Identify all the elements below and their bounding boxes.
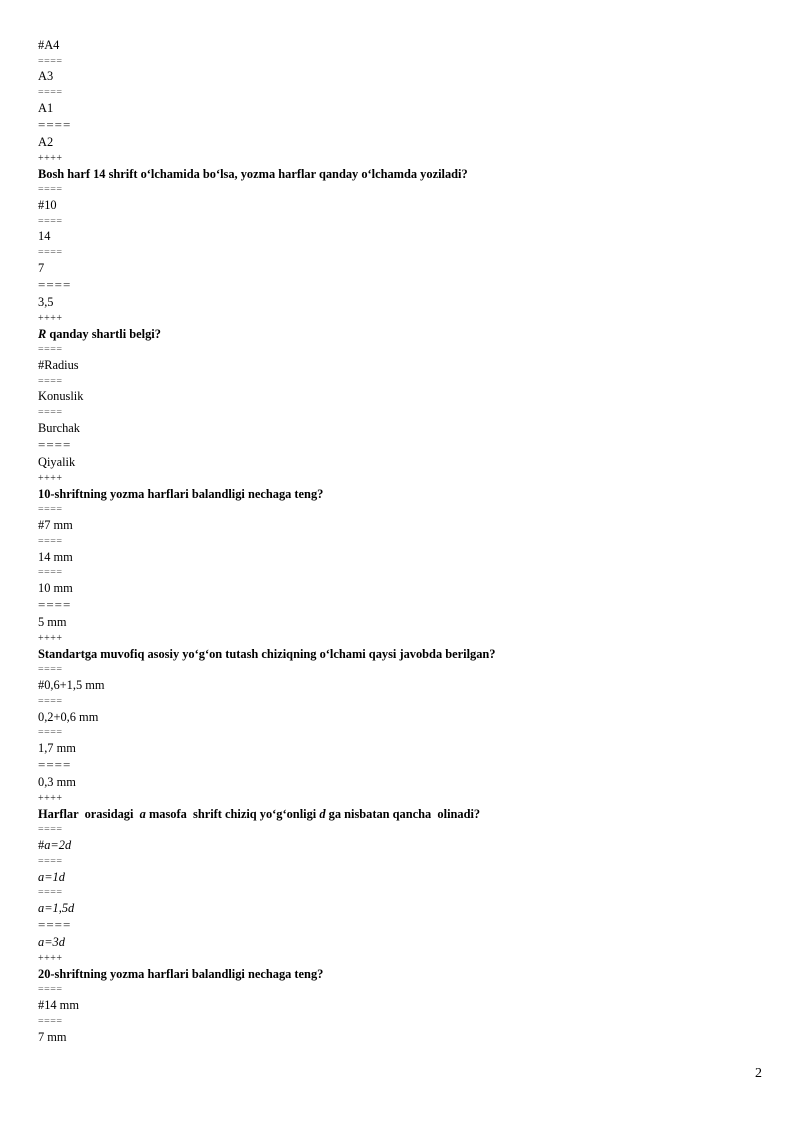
document-page (38, 38, 768, 1045)
question-6: 20-shriftning yozma harflari balandligi nechaga teng? (38, 966, 324, 981)
answer-5-0 (38, 838, 768, 854)
separator: ==== (38, 375, 63, 387)
question-4: Standartga muvofiq asosiy yo‘g‘on tutash chiziqning o‘lchami qaysi javobda berilgan? (38, 646, 496, 661)
question-1: Bosh harf 14 shrift o‘lchamida bo‘lsa, yozma harflar qanday o‘lchamda yoziladi? (38, 166, 468, 181)
separator: ==== (38, 436, 72, 452)
separator: ==== (38, 116, 72, 132)
answer-2-2: Burchak (38, 420, 80, 435)
question-3: 10-shriftning yozma harflari balandligi nechaga teng? (38, 486, 324, 501)
answer-1-3: 3,5 (38, 295, 54, 310)
separator: ==== (38, 596, 72, 612)
question-2-symbol: R (38, 326, 47, 341)
separator: ==== (38, 824, 63, 836)
answer-3-3: 5 mm (38, 615, 67, 630)
page-number: 2 (755, 1066, 762, 1081)
separator: ==== (38, 695, 63, 707)
plus-separator: ++++ (38, 953, 63, 965)
answer-3-0: #7 mm (38, 518, 73, 533)
separator: ==== (38, 276, 72, 292)
separator: ==== (38, 887, 63, 899)
answer-6-0: #14 mm (38, 998, 79, 1013)
answer-3-1: 14 mm (38, 549, 73, 564)
separator: ==== (38, 247, 63, 259)
plus-separator: ++++ (38, 312, 63, 324)
separator: ==== (38, 916, 72, 932)
separator: ==== (38, 984, 63, 996)
separator: ==== (38, 535, 63, 547)
question-5 (38, 807, 768, 823)
answer-5-2: a=1,5d (38, 900, 75, 915)
plus-separator: ++++ (38, 472, 63, 484)
answer-6-1: 7 mm (38, 1029, 67, 1044)
plus-separator: ++++ (38, 633, 63, 645)
separator: ==== (38, 215, 63, 227)
answer-2-0: #Radius (38, 358, 79, 373)
separator: ==== (38, 567, 63, 579)
separator: ==== (38, 407, 63, 419)
answer-1-2: 7 (38, 260, 45, 275)
plus-separator: ++++ (38, 793, 63, 805)
answer-2-1: Konuslik (38, 389, 84, 404)
separator: ==== (38, 855, 63, 867)
answer-3-2: 10 mm (38, 580, 73, 595)
separator: ==== (38, 1015, 63, 1027)
question-5-text-c: ga nisbatan qancha olinadi? (325, 806, 481, 821)
answer-0-3: A2 (38, 135, 54, 150)
answer-5-0-prefix: # (38, 838, 45, 853)
separator: ==== (38, 504, 63, 516)
question-2-text: qanday shartli belgi? (46, 326, 161, 341)
question-5-symbol-a: a (139, 806, 146, 821)
answer-1-0: #10 (38, 198, 57, 213)
separator: ==== (38, 184, 63, 196)
answer-0-2: A1 (38, 100, 54, 115)
separator: ==== (38, 727, 63, 739)
answer-0-1: A3 (38, 69, 54, 84)
separator: ==== (38, 87, 63, 99)
answer-4-0: #0,6+1,5 mm (38, 678, 105, 693)
separator: ==== (38, 344, 63, 356)
question-5-symbol-d: d (319, 806, 326, 821)
question-5-text-a: Harflar orasidagi (38, 806, 140, 821)
answer-5-3: a=3d (38, 935, 65, 950)
separator: ==== (38, 756, 72, 772)
answer-4-1: 0,2+0,6 mm (38, 709, 99, 724)
question-2 (38, 327, 768, 343)
answer-5-1: a=1d (38, 869, 65, 884)
answer-0-0: #A4 (38, 38, 60, 52)
answer-5-0-formula: a=2d (44, 838, 72, 853)
answer-1-1: 14 (38, 229, 51, 244)
plus-separator: ++++ (38, 152, 63, 164)
answer-4-2: 1,7 mm (38, 740, 76, 755)
answer-2-3: Qiyalik (38, 455, 76, 470)
separator: ==== (38, 55, 63, 67)
question-5-text-b: masofa shrift chiziq yo‘g‘onligi (145, 806, 320, 821)
separator: ==== (38, 664, 63, 676)
answer-4-3: 0,3 mm (38, 775, 76, 790)
